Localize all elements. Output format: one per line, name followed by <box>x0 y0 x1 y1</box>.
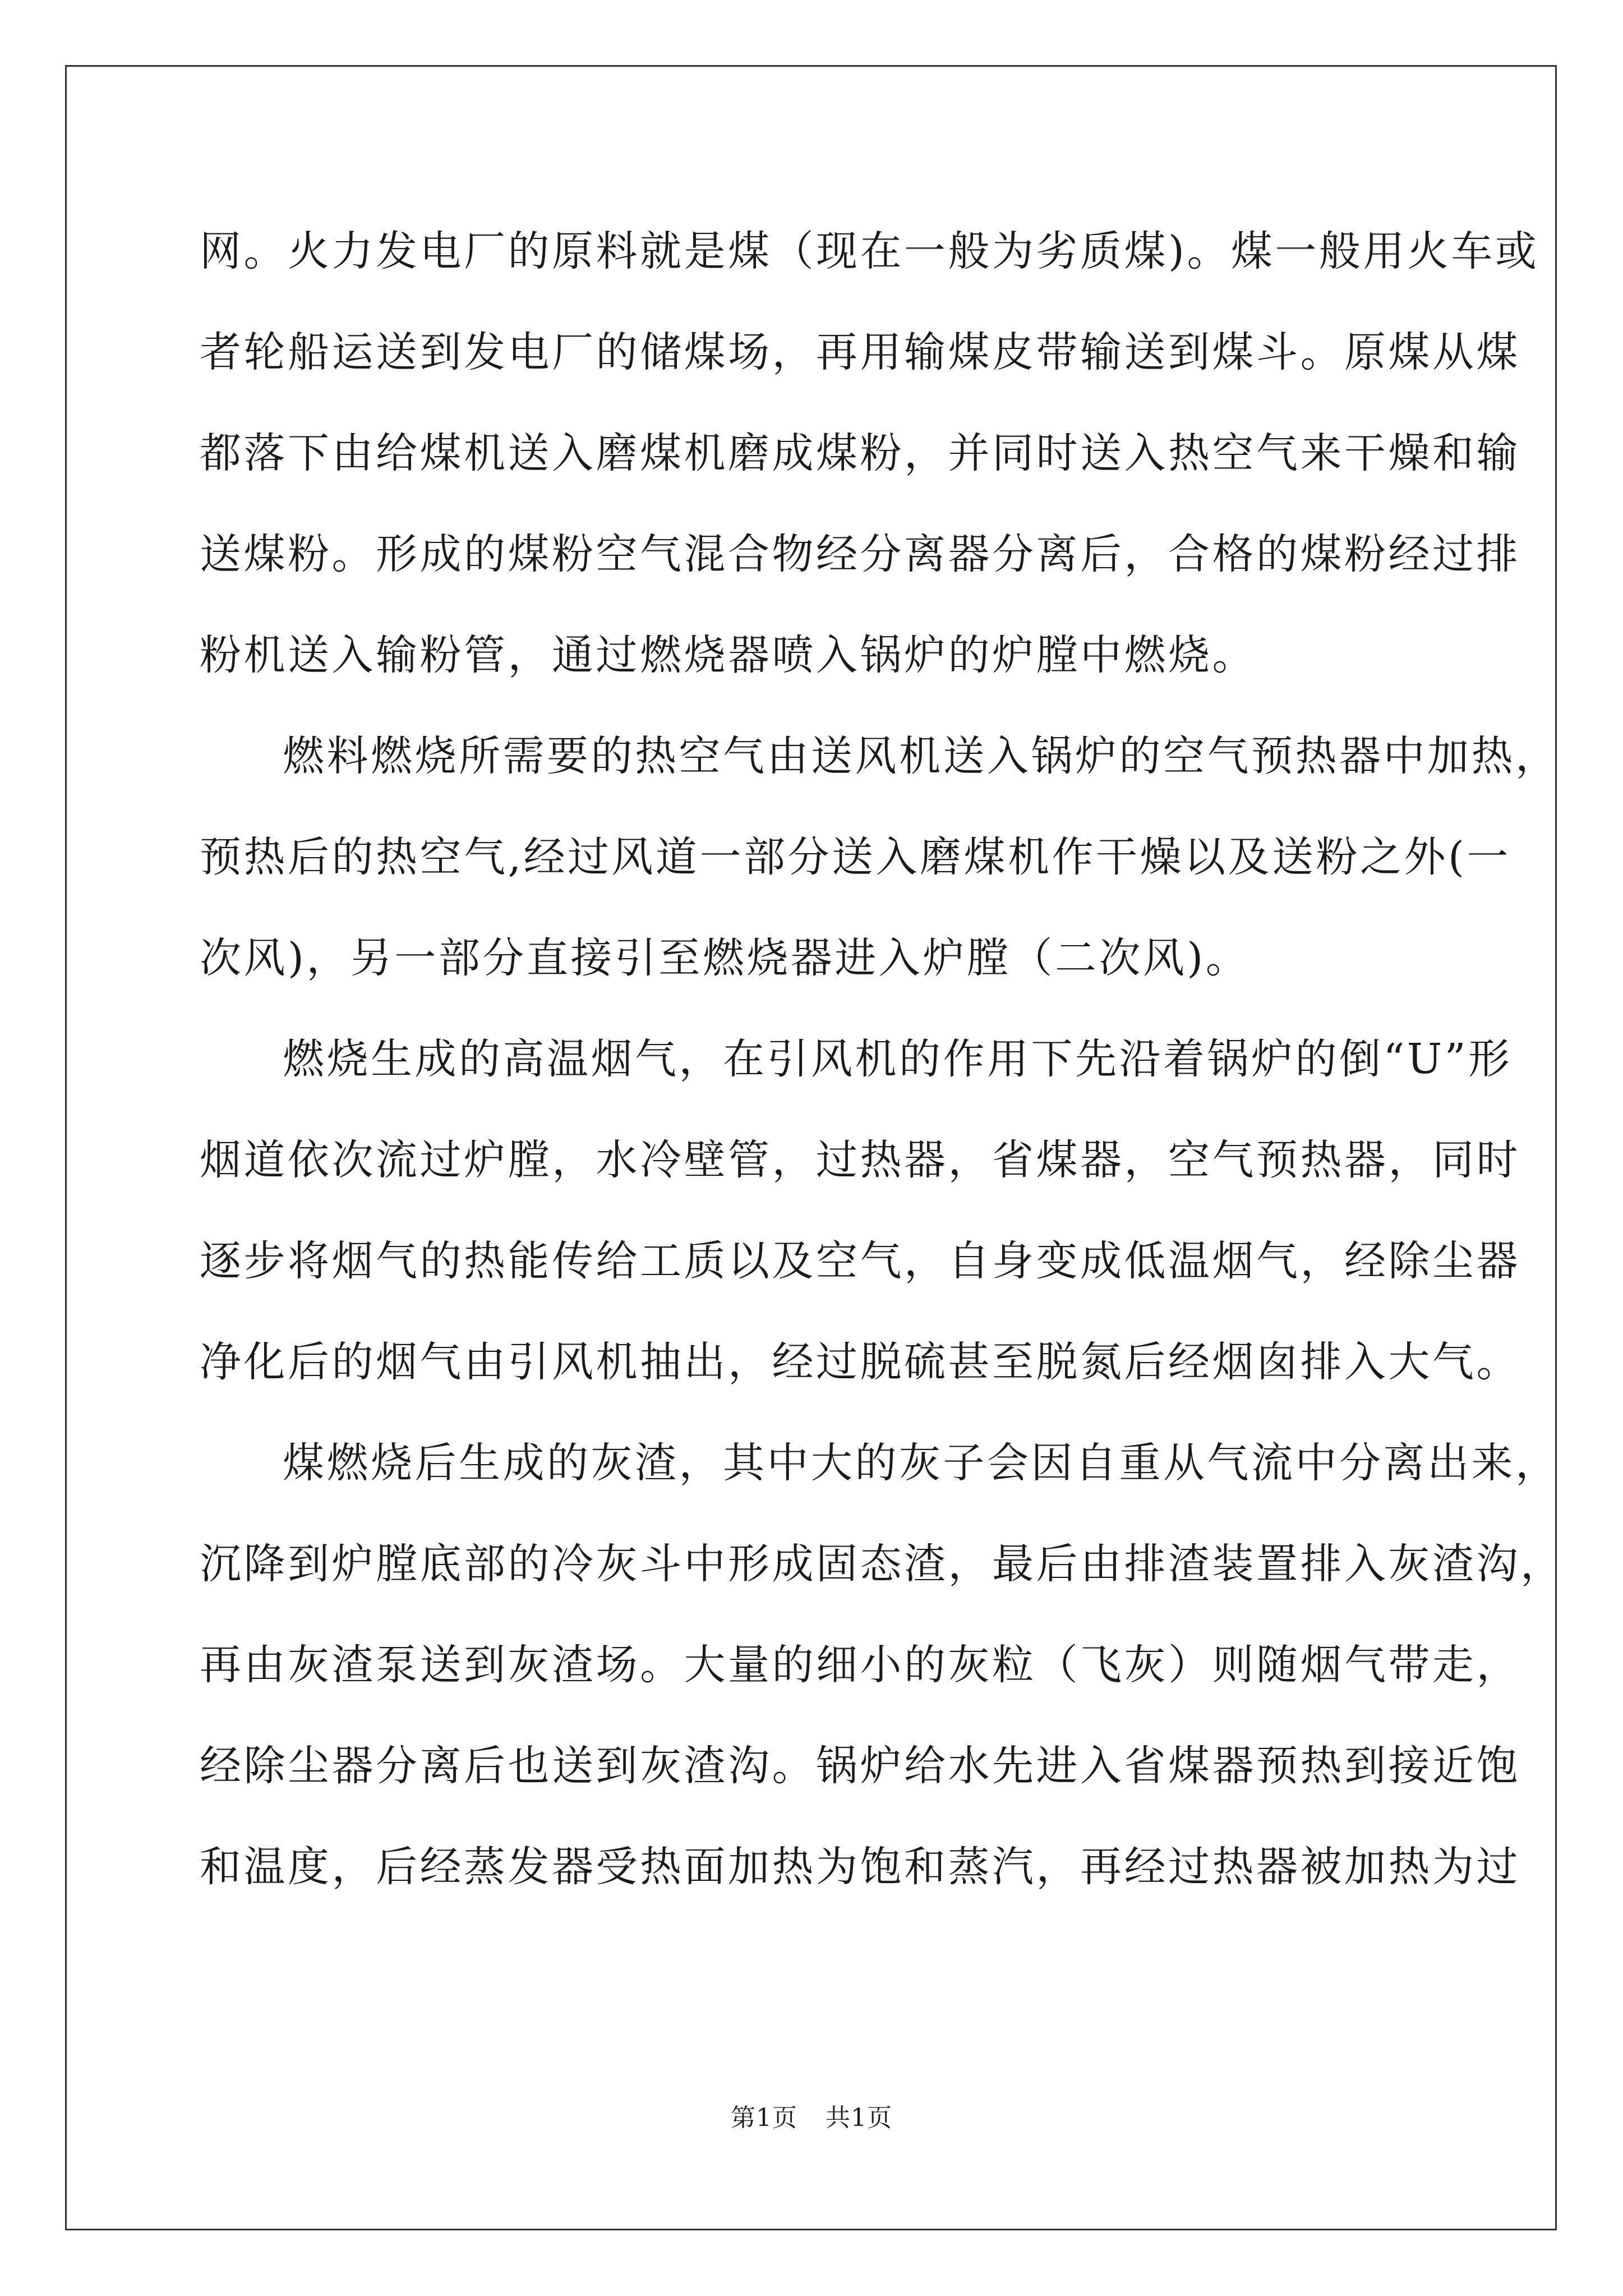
document-body <box>200 220 1565 1937</box>
text-line: 逐步将烟气的热能传给工质以及空气，自身变成低温烟气，经除尘器 <box>200 1237 1520 1285</box>
text-line: 次风)，另一部分直接引至燃烧器进入炉膛（二次风)。 <box>200 934 1250 982</box>
text-line: 沉降到炉膛底部的冷灰斗中形成固态渣，最后由排渣装置排入灰渣沟， <box>200 1540 1565 1588</box>
text-line: 粉机送入输粉管，通过燃烧器喷入锅炉的炉膛中燃烧。 <box>200 631 1256 679</box>
text-line: 燃烧生成的高温烟气，在引风机的作用下先沿着锅炉的倒“U”形 <box>283 1035 1513 1083</box>
page-number: 第1页 <box>731 2104 797 2132</box>
text-line: 煤燃烧后生成的灰渣，其中大的灰子会因自重从气流中分离出来， <box>283 1439 1560 1487</box>
text-line: 都落下由给煤机送入磨煤机磨成煤粉，并同时送入热空气来干燥和输 <box>200 429 1520 477</box>
page-total: 共1页 <box>826 2104 892 2132</box>
text-line: 送煤粉。形成的煤粉空气混合物经分离器分离后，合格的煤粉经过排 <box>200 530 1520 578</box>
text-line: 经除尘器分离后也送到灰渣沟。锅炉给水先进入省煤器预热到接近饱 <box>200 1742 1520 1790</box>
text-line: 燃料燃烧所需要的热空气由送风机送入锅炉的空气预热器中加热， <box>283 732 1560 780</box>
text-line: 和温度，后经蒸发器受热面加热为饱和蒸汽，再经过热器被加热为过 <box>200 1843 1520 1891</box>
text-line: 再由灰渣泵送到灰渣场。大量的细小的灰粒（飞灰）则随烟气带走， <box>200 1641 1520 1689</box>
text-line: 者轮船运送到发电厂的储煤场，再用输煤皮带输送到煤斗。原煤从煤 <box>200 328 1520 376</box>
text-line: 净化后的烟气由引风机抽出，经过脱硫甚至脱氮后经烟囱排入大气。 <box>200 1338 1520 1386</box>
text-line: 烟道依次流过炉膛，水冷壁管，过热器，省煤器，空气预热器，同时 <box>200 1136 1520 1184</box>
text-line: 网。火力发电厂的原料就是煤（现在一般为劣质煤)。煤一般用火车或 <box>200 227 1539 275</box>
text-line: 预热后的热空气,经过风道一部分送入磨煤机作干燥以及送粉之外(一 <box>200 833 1511 881</box>
page-footer <box>0 2101 1623 2135</box>
